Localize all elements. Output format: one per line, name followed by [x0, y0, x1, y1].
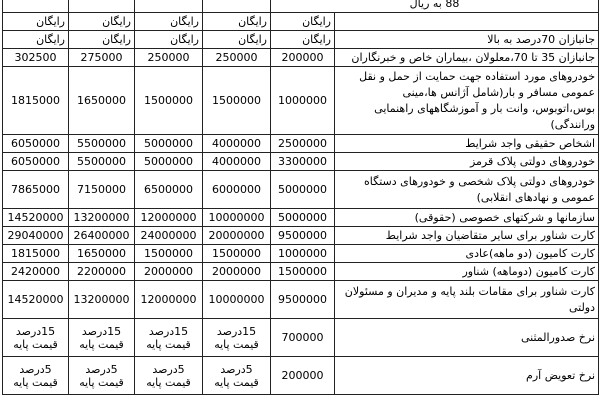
value-cell: 250000 [203, 49, 271, 67]
value-cell: رایگان [69, 31, 135, 49]
value-cell: 20000000 [203, 227, 271, 245]
value-cell: 700000 [271, 319, 335, 357]
cell-empty [69, 0, 135, 13]
table-row [3, 245, 599, 263]
cell-empty [3, 0, 69, 13]
value-cell: 2000000 [135, 263, 203, 281]
value-cell: 2000000 [203, 263, 271, 281]
value-cell: 275000 [69, 49, 135, 67]
fee-table-container [2, 0, 598, 395]
value-cell: 1650000 [69, 245, 135, 263]
value-cell: 14520000 [3, 281, 69, 319]
table-row [3, 209, 599, 227]
table-row [3, 227, 599, 245]
percent-cell: 5درصد قیمت پایه [135, 357, 203, 395]
value-cell: رایگان [135, 13, 203, 31]
table-row [3, 13, 599, 31]
value-cell: 29040000 [3, 227, 69, 245]
value-cell: 12000000 [135, 209, 203, 227]
value-cell: 2420000 [3, 263, 69, 281]
row-label: خودروهای دولتی پلاک قرمز [335, 153, 599, 171]
value-cell: 6050000 [3, 135, 69, 153]
row-label: نرخ تعویض آرم [335, 357, 599, 395]
value-cell: 1500000 [203, 245, 271, 263]
value-cell: رایگان [3, 31, 69, 49]
value-cell: 9500000 [271, 227, 335, 245]
value-cell: 13200000 [69, 281, 135, 319]
percent-cell: 15درصد قیمت پایه [69, 319, 135, 357]
row-label: خودروهای مورد استفاده جهت حمایت از حمل و نقل عمومی مسافر و بار(شامل آژانس ها،مینی بوس،اتوبوس، وانت بار و آموزشگاههای راهنمایی ورانندگی) [335, 67, 599, 135]
value-cell: رایگان [271, 13, 335, 31]
value-cell: رایگان [135, 31, 203, 49]
table-row [3, 263, 599, 281]
value-cell: 10000000 [203, 209, 271, 227]
value-cell: 1500000 [135, 67, 203, 135]
value-cell: رایگان [271, 31, 335, 49]
value-cell: 1815000 [3, 67, 69, 135]
row-label: سازمانها و شرکتهای خصوصی (حقوقی) [335, 209, 599, 227]
value-cell: 1500000 [271, 263, 335, 281]
value-cell: 5500000 [69, 153, 135, 171]
row-label: جانبازان 35 تا 70،معلولان ،بیماران خاص و خبرنگاران [335, 49, 599, 67]
value-cell: 24000000 [135, 227, 203, 245]
row-label: کارت شناور برای سایر متقاضیان واجد شرایط [335, 227, 599, 245]
value-cell: 26400000 [69, 227, 135, 245]
table-row [3, 135, 599, 153]
row-label: اشخاص حقیقی واجد شرایط [335, 135, 599, 153]
value-cell: رایگان [203, 13, 271, 31]
percent-cell: 5درصد قیمت پایه [69, 357, 135, 395]
value-cell: 5000000 [271, 171, 335, 209]
cell-empty [135, 0, 203, 13]
value-cell: 4000000 [203, 153, 271, 171]
value-cell: 12000000 [135, 281, 203, 319]
table-row [3, 319, 599, 357]
value-cell: 6050000 [3, 153, 69, 171]
cell-empty [335, 13, 599, 31]
row-label: جانبازان 70درصد به بالا [335, 31, 599, 49]
table-row-top [3, 0, 599, 13]
percent-cell: 15درصد قیمت پایه [203, 319, 271, 357]
percent-cell: 5درصد قیمت پایه [203, 357, 271, 395]
value-cell: 4000000 [203, 135, 271, 153]
percent-cell: 15درصد قیمت پایه [135, 319, 203, 357]
table-row [3, 31, 599, 49]
value-cell: 2500000 [271, 135, 335, 153]
table-row [3, 49, 599, 67]
value-cell: 6000000 [203, 171, 271, 209]
percent-cell: 5درصد قیمت پایه [3, 357, 69, 395]
value-cell: 1500000 [135, 245, 203, 263]
value-cell: 5000000 [135, 153, 203, 171]
row-label: خودروهای دولتی پلاک شخصی و خودورهای دستگاه عمومی و نهادهای انقلابی) [335, 171, 599, 209]
value-cell: 1815000 [3, 245, 69, 263]
value-cell: رایگان [69, 13, 135, 31]
value-cell: 10000000 [203, 281, 271, 319]
value-cell: 1500000 [203, 67, 271, 135]
value-cell: 200000 [271, 49, 335, 67]
value-cell: 14520000 [3, 209, 69, 227]
table-row [3, 67, 599, 135]
value-cell: 13200000 [69, 209, 135, 227]
row-label: نرخ صدورالمثنی [335, 319, 599, 357]
row-label: کارت شناور برای مقامات بلند پایه و مدیران و مسئولان دولتی [335, 281, 599, 319]
table-row [3, 281, 599, 319]
value-cell: 3300000 [271, 153, 335, 171]
value-cell: 302500 [3, 49, 69, 67]
row-label: کارت کامیون (دوماهه) شناور [335, 263, 599, 281]
value-cell: 5500000 [69, 135, 135, 153]
value-cell: رایگان [203, 31, 271, 49]
currency-note: 88 به ریال [271, 0, 599, 13]
value-cell: 1650000 [69, 67, 135, 135]
value-cell: 1000000 [271, 67, 335, 135]
value-cell: 250000 [135, 49, 203, 67]
row-label: کارت کامیون (دو ماهه)عادی [335, 245, 599, 263]
value-cell: 7150000 [69, 171, 135, 209]
value-cell: 6500000 [135, 171, 203, 209]
cell-empty [203, 0, 271, 13]
value-cell: 2200000 [69, 263, 135, 281]
table-row [3, 153, 599, 171]
table-row [3, 171, 599, 209]
traffic-permit-fee-table [2, 0, 599, 395]
value-cell: 5000000 [271, 209, 335, 227]
table-row [3, 357, 599, 395]
value-cell: 200000 [271, 357, 335, 395]
value-cell: 1000000 [271, 245, 335, 263]
value-cell: 9500000 [271, 281, 335, 319]
percent-cell: 15درصد قیمت پایه [3, 319, 69, 357]
value-cell: 7865000 [3, 171, 69, 209]
value-cell: رایگان [3, 13, 69, 31]
value-cell: 5000000 [135, 135, 203, 153]
